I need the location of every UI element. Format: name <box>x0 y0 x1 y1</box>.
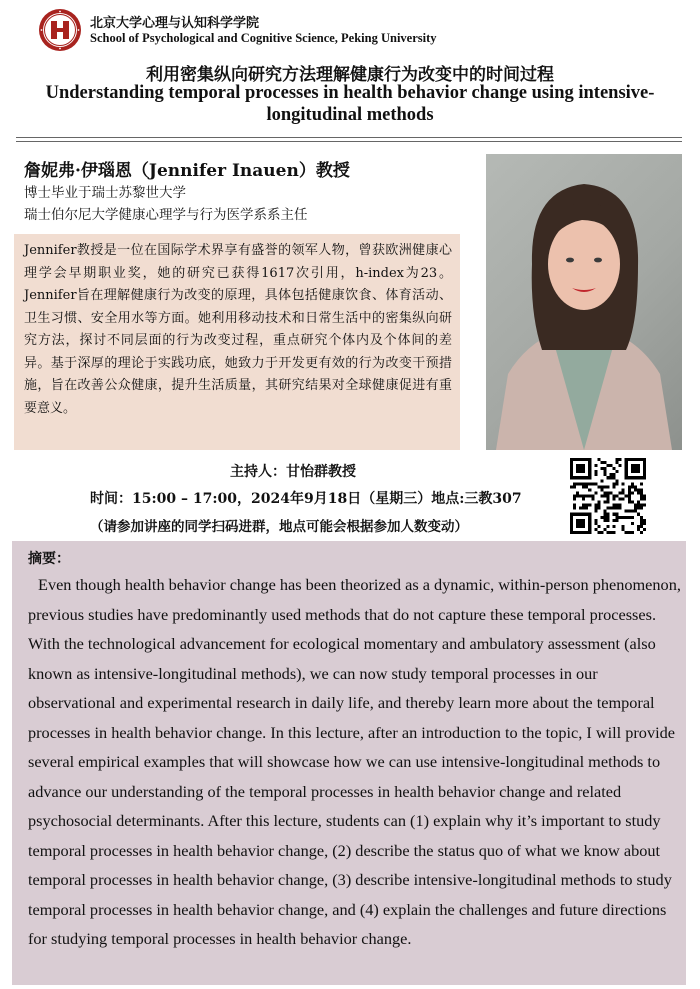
institution-name-cn: 北京大学心理与认知科学学院 <box>90 16 260 31</box>
university-seal-icon <box>38 8 82 52</box>
time-location-line: 时间：15:00 – 17:00，2024年9月18日（星期三）地点:三教307 <box>90 491 522 507</box>
speaker-name: 詹妮弗·伊瑙恩（Jennifer Inauen）教授 <box>24 161 350 181</box>
host-line: 主持人：甘怡群教授 <box>230 464 356 480</box>
header-divider <box>16 137 682 142</box>
abstract-text: Even though health behavior change has been theorized as a dynamic, within-person phenomenon, previous studies have predominantly used methods that do not capture these temporal processes. With the technological advancement for ecological momentary and ambulatory assessment (also known as intensive-longitudinal methods), we can now study temporal processes in our observational and experimental research in daily life, and thereby learn more about the temporal processes in health behavior change. In this lecture, after an introduction to the topic, I will provide several empirical examples that will showcase how we can use intensive-longitudinal methods to advance our understanding of the temporal processes in health behavior change and related psychosocial determinants. After this lecture, students can (1) explain why it’s important to study temporal processes in health behavior change, (2) describe the status quo of what we know about temporal processes in health behavior change, (3) describe intensive-longitudinal methods to study temporal processes in health behavior change, and (4) explain the challenges and future directions for studying temporal processes in health behavior change. <box>28 575 681 948</box>
institution-name-en: School of Psychological and Cognitive Science, Peking University <box>90 31 437 45</box>
speaker-education: 博士毕业于瑞士苏黎世大学 <box>24 185 186 201</box>
attendance-note: （请参加讲座的同学扫码进群，地点可能会根据参加人数变动） <box>90 519 468 535</box>
lecture-title-en: Understanding temporal processes in health behavior change using intensive-longitudinal methods <box>45 83 655 125</box>
speaker-photo <box>486 154 682 450</box>
lecture-title-cn: 利用密集纵向研究方法理解健康行为改变中的时间过程 <box>146 65 554 85</box>
speaker-position: 瑞士伯尔尼大学健康心理学与行为医学系系主任 <box>24 207 308 223</box>
qr-code-icon[interactable] <box>570 458 646 534</box>
speaker-bio-box <box>14 234 460 450</box>
abstract-label: 摘要： <box>28 551 70 567</box>
speaker-bio: Jennifer教授是一位在国际学术界享有盛誉的领军人物，曾获欧洲健康心理学会早期职业奖，她的研究已获得1617次引用，h-index为23。Jennifer旨在理解健康行为改变的原理，具体包括健康饮食、体育活动、卫生习惯、安全用水等方面。她利用移动技术和日常生活中的密集纵向研究方法，探讨不同层面的行为改变过程，重点研究个体内及个体间的差异。基于深厚的理论于实践功底，她致力于开发更有效的行为改变干预措施，旨在改善公众健康，提升生活质量，其研究结果对全球健康促进有重要意义。 <box>24 243 452 416</box>
